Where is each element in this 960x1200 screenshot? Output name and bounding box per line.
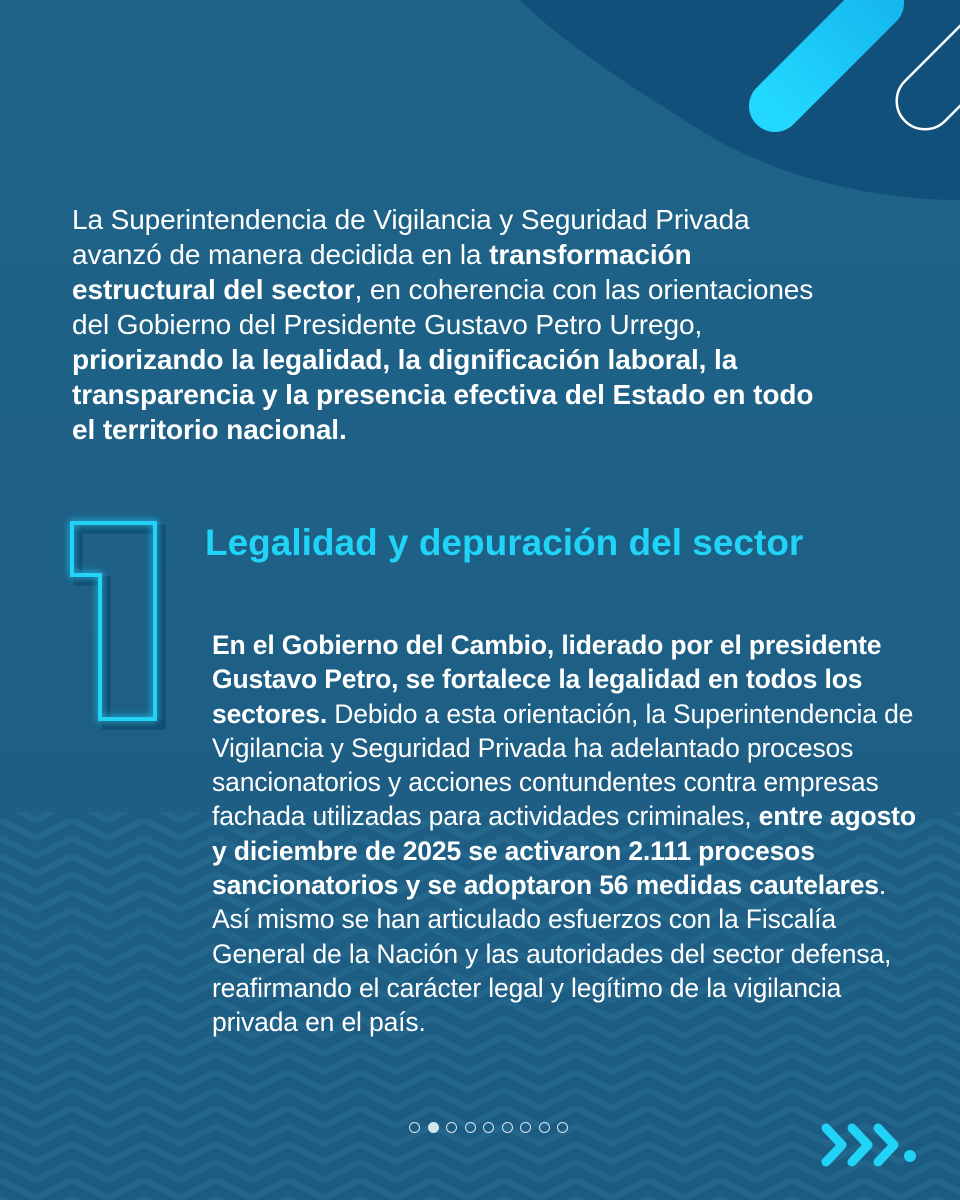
section-bold-2: entre agosto y diciembre de 2025 se activaron 2.111 procesos sancionatorios y se adoptaron 56 medidas cautelares [212,801,916,901]
pager-dot[interactable] [520,1122,531,1133]
pager-dot[interactable] [465,1122,476,1133]
intro-text-2: , en coherencia con las orientaciones del Gobierno del Presidente Gustavo Petro Urrego, [72,274,814,340]
pager-dot[interactable] [502,1122,513,1133]
section-number [50,505,185,735]
pager-dot[interactable] [557,1122,568,1133]
pager-dot[interactable] [409,1122,420,1133]
intro-bold-1: transformación estructural del sector [72,239,692,305]
carousel-pager [409,1122,568,1133]
section-bold-1: En el Gobierno del Cambio, liderado por el presidente Gustavo Petro, se fortalece la legalidad en todos los sectores. [212,630,882,729]
intro-bold-2: priorizando la legalidad, la dignificación laboral, la transparencia y la presencia efectiva del Estado en todo el territorio nacional. [72,344,814,445]
section-text-2: . Así mismo se han articulado esfuerzos con la Fiscalía General de la Nación y las autoridades del sector defensa, reafirmando el carácter legal y legítimo de la vigilancia privada en el país. [212,870,892,1038]
pager-dot[interactable] [539,1122,550,1133]
next-slide-icon[interactable] [818,1120,922,1170]
intro-text-1: La Superintendencia de Vigilancia y Seguridad Privada avanzó de manera decidida en la [72,204,750,270]
intro-paragraph [72,202,832,447]
pager-dot[interactable] [446,1122,457,1133]
pager-dot[interactable] [483,1122,494,1133]
section-title: Legalidad y depuración del sector [205,522,804,563]
section-text-1: Debido a esta orientación, la Superintendencia de Vigilancia y Seguridad Privada ha adelantado procesos sancionatorios y acciones contundentes contra empresas fachada utilizadas para actividades criminales, [212,698,914,832]
pager-dot[interactable] [428,1122,439,1133]
section-body [212,628,924,1040]
